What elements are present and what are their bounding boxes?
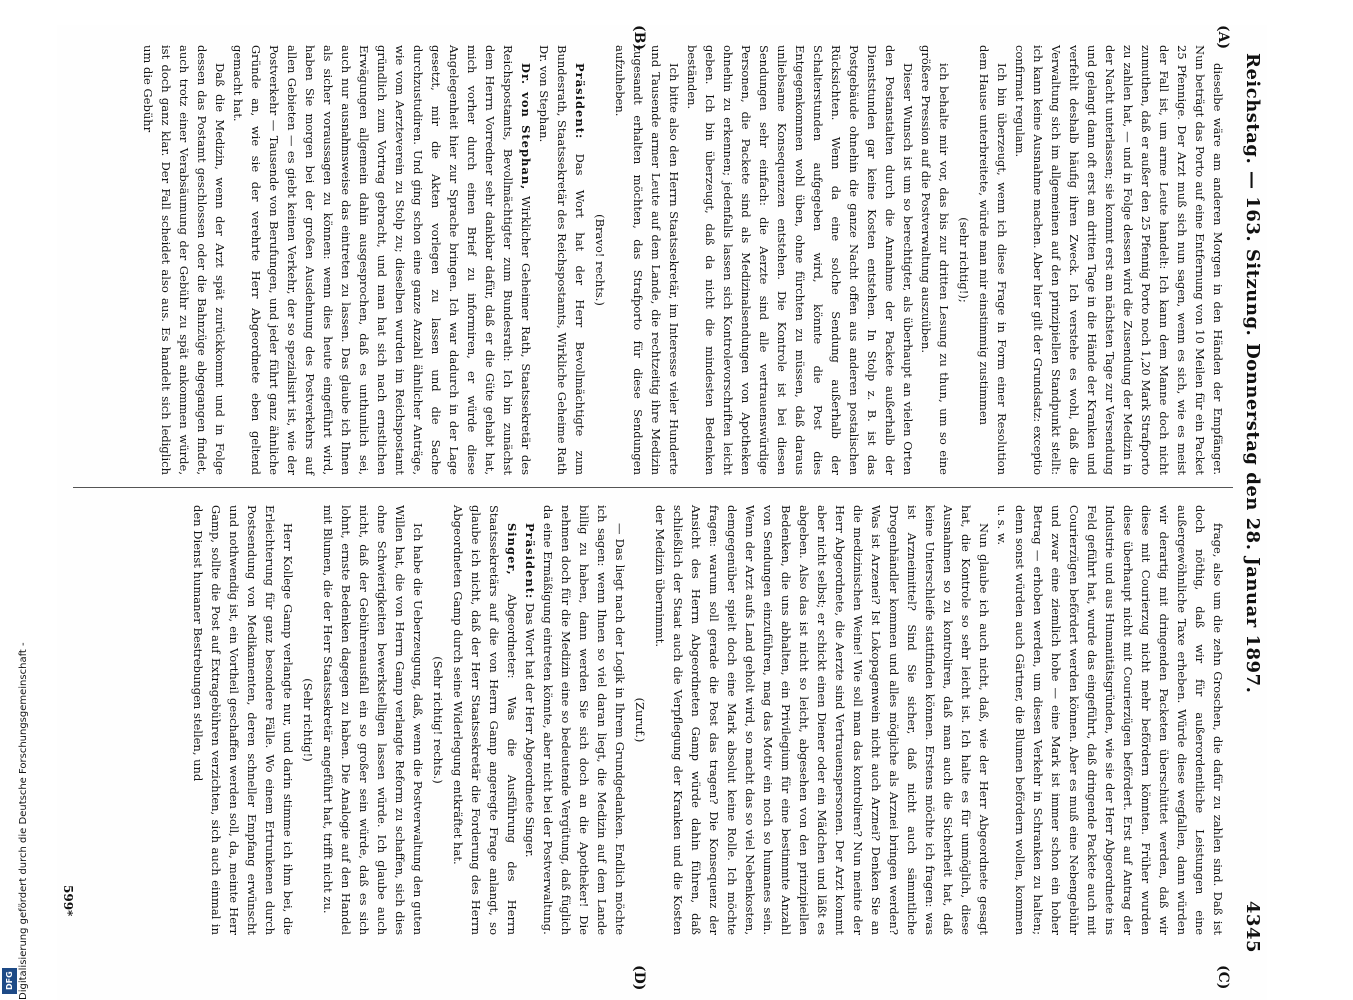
column-divider — [73, 487, 1233, 488]
paragraph: Dieser Wunsch ist um so berechtigter, als überhaupt an vielen Orten den Postanstalten durch die Annahme der Packete außerhalb der Dienststunden gar keine Kosten entstehen. In Stolp z. B. ist das Postgebäude ohnehin die ganze Nacht offen aus anderen postalischen Rücksichten. Wenn da eine solche Sendung außerhalb der Schalterstunden aufgegeben wird, könnte die Post dies Entgegenkommen wohl üben, ohne fürchten zu müssen, daß daraus unliebsame Konsequenzen entstehen. Die Kontrole ist bei diesen Sendungen sehr einfach: die Aerzte sind alle vertrauenswürdige Personen, die Packete sind als Medizinalsendungen von Apotheken ohnehin zu erkennen; jedenfalls lassen sich Kontrolevorschriften leicht geben. Ich bin überzeugt, daß da nicht die mindesten Bedenken beständen. — [685, 45, 915, 475]
speech-paragraph — [535, 45, 589, 475]
interjection: (Sehr richtig!) — [301, 678, 315, 762]
page-title: Reichstag. — 163. Sitzung. Donnerstag den 28. Januar 1897. — [1242, 53, 1263, 694]
dfg-logo-icon: DFG — [2, 968, 17, 994]
margin-marker-b: (B) — [631, 25, 647, 51]
speaker-name: Präsident: — [573, 63, 587, 140]
speaker-name: Singer, — [505, 523, 519, 576]
margin-marker-c: (C) — [1215, 965, 1231, 990]
paragraph: Ich bin überzeugt, wenn ich diese Frage in Form einer Resolution dem Hause unterbreitete, würde man mir einstimmig zustimmen — [977, 45, 1009, 475]
interjection: (sehr richtig!); — [957, 217, 971, 303]
speech-paragraph — [521, 505, 539, 935]
digitization-credit: Digitalisierung gefördert durch die Deutsche Forschungsgemeinschaft - — [18, 642, 29, 1000]
signature-code: 599* — [61, 885, 75, 917]
text-column-left — [67, 45, 1227, 475]
rotated-page-content — [57, 25, 1267, 1000]
speaker-name: Präsident: — [523, 523, 537, 600]
paragraph: — Das liegt nach der Logik in Ihrem Grundgedanken. Endlich möchte ich sagen: wenn Ihnen so viel daran liegt, die Medizin auf dem Lande billig zu haben, dann werden Sie sich doch an die Apotheker! Die nehmen doch für die Medizin eine so bedeutende Vergütung, daß füglich da eine Ermäßigung eintreten könnte, aber nicht bei der Postverwaltung. — [541, 505, 627, 935]
page-header — [1237, 53, 1263, 953]
speech-paragraph — [229, 45, 535, 475]
speech-text: Wirklicher Geheimer Rath, Staatssekretär des Reichspostamts, Bevollmächtigter zum Bundesrath: Ich bin zunächst dem Herrn Vorredner sehr dankbar dafür, daß er die Güte gehabt hat, mich vorher durch einen Brief zu informiren, er würde diese Angelegenheit hier zur Sprache bringen. Ich war dadurch in der Lage gesetzt, mir die Akten vorlegen zu lassen und die Sache durchzustudiren. Und ging schon eine ganze Anzahl ähnlicher Anträge, wie vom Aerzteverein zu Stolp zu; dieselben wurden im Reichspostamt gründlich zum Vortrag gebracht, und man hat sich nach ernstlichen Erwägungen allgemein dahin ausgesprochen, daß es unthunlich sei, auch nur ausnahmsweise das eintreten zu lassen. Das glaube ich Ihnen als sicher voraussagen zu können: wenn dies heute eingeführt wird, haben Sie morgen bei der großen Ausdehnung des Postverkehrs auf allen Gebieten — es giebt keinen Verkehr, der so spezialisirt ist, wie der Postverkehr — Tausende von Berufungen, und jeder führt ganz ähnliche Gründe an, wie sie der verehrte Herr Abgeordnete eben geltend gemacht hat. — [231, 45, 533, 475]
speech-text: Das Wort hat der Herr Abgeordnete Singer. — [523, 599, 537, 858]
interjection: (Sehr richtig! rechts.) — [431, 656, 445, 784]
text-column-right — [67, 505, 1227, 935]
paragraph: Herr Kollege Gamp verlangte nur, und darin stimme ich ihm bei, die Erleichterung für ganz besondere Fälle. Wo einem Ertrunkenen durch Postsendung von Medikamenten, deren schneller Empfang erwünscht und nothwendig ist, ein Vortheil geschaffen werden soll, da, meinte Herr Gamp, sollte die Post auf Extragebühren verzichten, sich auch einmal in den Dienst humaner Bestrebungen stellen, und — [191, 505, 295, 935]
interjection: (Zuruf.) — [633, 697, 647, 743]
scanned-page — [57, 25, 1267, 1000]
paragraph: Nun glaube ich auch nicht, daß, wie der Herr Abgeordnete gesagt hat, die Kontrole so sehr leicht ist. Ich halte es für unmöglich, diese Ausnahmen so zu kontroliren, daß man auch die Sicherheit hat, daß keine Unterschleife stattfinden können. Erstens möchte ich fragen: was ist Arzneimittel? Sind Sie sicher, daß nicht auch sämmtliche Drogenhändler kommen und alles mögliche als Arznei bringen werden? Was ist Arzenei? Ist Lokopagenwein nicht auch Arznei? Denken Sie an die medizinischen Weine! Wie soll man das kontroliren? Nun meinte der Herr Abgeordnete, die Aerzte sind Vertrauenspersonen. Der Arzt kommt aber nicht selbst; er schickt einen Diener oder ein Mädchen und läßt es abgeben. Also das ist nicht so leicht, abgesehen von den prinzipiellen Bedenken, die uns abhalten, ein Privilegium für eine bestimmte Anzahl von Sendungen einzuführen, mag das Motiv ein noch so humanes sein. Wenn der Arzt aufs Land geholt wird, so macht das so viel Nebenkosten, demgegenüber spielt doch eine Mark absolut keine Rolle. Ich möchte fragen: warum soll gerade die Post das tragen? Die Konsequenz der Ansicht des Herrn Abgeordneten Gamp würde dahin führen, daß schließlich der Staat auch die Verpflegung der Kranken und die Kosten der Medizin übernimmt. — [653, 505, 991, 935]
margin-marker-a: (A) — [1215, 25, 1231, 50]
speech-text: Das Wort hat der Herr Bevollmächtigte zum Bundesrath, Staatssekretär des Reichspostamts, Wirkliche Geheime Rath Dr. von Stephan. — [537, 45, 587, 475]
paragraph: frage, also um die zehn Groschen, die dafür zu zahlen sind. Daß ist doch nöthig, daß wir für außerordentliche Leistungen eine außergewöhnliche Taxe erheben. Würde diese wegfallen, dann würden wir derartig mit dringenden Packeten überschüttet werden, daß wir diese mit Courierzug nicht mehr befördern könnten. Früher wurden diese überhaupt nicht mit Courierzügen befördert. Erst auf Antrag der Industrie und aus Humanitätsgründen, wie sie der Herr Abgeordnete ins Feld geführt hat, wurde das eingeführt, daß dringende Packete auch mit Courierzügen befördert werden können. Aber es muß eine Nebengebühr und zwar eine ziemlich hohe — eine Mark ist immer schon ein hoher Betrag — erhoben werden, um diesen Verkehr in Schranken zu halten; denn sonst würden auch Gärtner, die Blumen befördern wollen, kommen u. s. w. — [995, 505, 1225, 935]
margin-marker-d: (D) — [631, 965, 647, 991]
paragraph: dieselbe wäre am anderen Morgen in den Händen der Empfänger. Nun beträgt das Porto auf eine Entfernung von 10 Meilen für ein Packet 25 Pfennige. Der Arzt muß sich nun sagen, wenn es sich, wie es meist der Fall ist, um arme Leute handelt: Ich kann dem Manne doch nicht zumuthen, daß er außer den 25 Pfennig Porto noch 1,20 Mark Strafporto zu zahlen hat, — und in Folge dessen wird die Zusendung der Medizin in der Nacht unterlassen; sie kommt erst am nächsten Tage zur Versendung und gelangt dann oft erst am dritten Tage in die Hände der Kranken und verfehlt deshalb häufig ihren Zweck. Ich verstehe es wohl, daß die Verwaltung sich im allgemeinen auf den prinzipiellen Standpunkt stellt: ich kann keine Ausnahme machen. Aber hier gilt der Grundsatz: exceptio confirmat regulam. — [1013, 45, 1225, 475]
paragraph: ich behalte mir vor, das bis zur dritten Lesung zu thun, um so eine größere Pression auf die Postverwaltung auszuüben. — [919, 45, 951, 475]
speech-text: Abgeordneter: Was die Ausführung des Herrn Staatssekretärs auf die von Herrn Gamp angeregte Frage anlangt, so glaube ich nicht, daß der Herr Staatssekretär die Forderung des Herrn Abgeordneten Gamp durch seine Widerlegung entkräftet hat. — [451, 505, 519, 935]
speech-paragraph — [449, 505, 521, 935]
page-number: 4345 — [1242, 900, 1263, 953]
paragraph: Ich bitte also den Herrn Staatssekretär, im Interesse vieler Hunderte und Tausende armer Leute auf dem Lande, die rechtzeitig ihre Medizin zugesandt erhalten möchten, das Strafporto für diese Sendungen aufzuheben. — [613, 45, 681, 475]
sidebar — [0, 0, 29, 1000]
paragraph: Daß die Medizin, wenn der Arzt spät zurückkommt und in Folge dessen das Postamt geschlossen oder die Bahnzüge abgegangen findet, auch trotz einer Verabsäumung der Gebühr zu spät ankommen würde, ist doch ganz klar. Der Fall scheidet also aus. Es handelt sich lediglich um die Gebühr — [141, 45, 227, 475]
interjection: (Bravo! rechts.) — [593, 214, 607, 306]
speaker-name: Dr. von Stephan, — [519, 63, 533, 191]
paragraph: Ich habe die Ueberzeugung, daß, wenn die Postverwaltung den guten Willen hat, die von Herrn Gamp verlangte Reform zu schaffen, sich dies ohne Schwierigkeiten bewerkstelligen lassen würde. Ich glaube auch nicht, daß der Gebührenausfall ein so großer sein würde, daß es sich lohnt, ernste Bedenken dagegen zu haben. Die Analogie auf den Handel mit Blumen, die der Herr Staatssekretär angeführt hat, trifft nicht zu. — [321, 505, 425, 935]
